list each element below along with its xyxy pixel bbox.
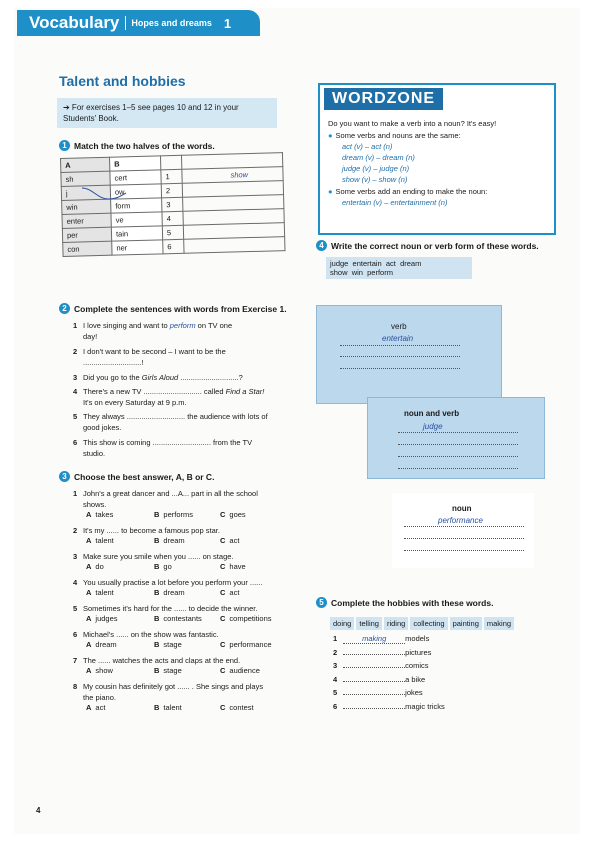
wordzone-box: WORDZONE Do you want to make a verb into a noun? It's easy! ● Some verbs and nouns are the same: act (v) – act (n) dream (v) – dream (n) judge (v) – judge (n) show (v) – show (n) ● Some verbs add an ending to make the noun: entertain (v) – entertainment (n): [318, 83, 556, 235]
table-row: win form 3: [62, 195, 284, 215]
unit-number: 1: [223, 15, 232, 31]
list-item: 2 It's my ...... to become a famous pop star.: [73, 526, 220, 535]
option-a[interactable]: A show: [86, 666, 113, 675]
exercise-number: 1: [59, 140, 70, 151]
answer-field[interactable]: [343, 681, 405, 682]
match-line: [80, 185, 130, 205]
option-a[interactable]: A talent: [86, 536, 114, 545]
section-header: [17, 10, 260, 36]
table-row: con ner 6: [63, 237, 285, 257]
option-c[interactable]: C competitions: [220, 614, 272, 623]
list-item: 5 They always ............................ the audience with lots of: [73, 412, 268, 421]
option-a[interactable]: A judges: [86, 614, 118, 623]
topic-title: Hopes and dreams: [131, 18, 212, 28]
option-b[interactable]: B contestants: [154, 614, 202, 623]
list-item: 8 My cousin has definitely got ...... . She sings and plays: [73, 682, 264, 691]
list-item: 3 Make sure you smile when you ...... on stage.: [73, 552, 234, 561]
answer-field[interactable]: judge: [423, 422, 443, 431]
list-item: 4 a bike: [333, 674, 426, 684]
list-item: 7 The ...... watches the acts and claps at the end.: [73, 656, 241, 665]
table-row: per tain 5: [62, 223, 284, 243]
option-b[interactable]: B performs: [154, 510, 194, 519]
option-a[interactable]: A dream: [86, 640, 117, 649]
column-a-header: A: [61, 157, 110, 172]
option-c[interactable]: C contest: [220, 703, 254, 712]
list-item: 4 You usually practise a lot before you perform your ......: [73, 578, 263, 587]
verb-box: [316, 305, 502, 404]
exercise-5-heading: 5 Complete the hobbies with these words.: [316, 597, 493, 608]
option-b[interactable]: B dream: [154, 536, 185, 545]
table-row: enter ve 4: [62, 209, 284, 229]
list-item: 6 Michael's ...... on the show was fantastic.: [73, 630, 219, 639]
wordzone-title: WORDZONE: [324, 88, 443, 110]
list-item: 1 making models: [333, 634, 430, 643]
answer-field[interactable]: perform: [169, 321, 196, 330]
exercise-2-heading: 2 Complete the sentences with words from Exercise 1.: [59, 303, 287, 314]
bullet-icon: ●: [328, 131, 333, 140]
list-item: 3 Did you go to the Girls Aloud ............................?: [73, 373, 243, 382]
exercise-3-heading: 3 Choose the best answer, A, B or C.: [59, 471, 214, 482]
bullet-icon: ●: [328, 187, 333, 196]
reference-note: ➔ For exercises 1–5 see pages 10 and 12 in your Students' Book.: [57, 98, 277, 128]
option-c[interactable]: C performance: [220, 640, 272, 649]
word-box: doing telling riding collecting painting making: [330, 613, 516, 631]
list-item: 5 Sometimes it's hard for the ...... to decide the winner.: [73, 604, 258, 613]
list-item: 5 jokes: [333, 688, 423, 697]
list-item: 1 John's a great dancer and ...A... part in all the school: [73, 489, 258, 498]
list-item: 2 I don't want to be second – I want to be the: [73, 347, 226, 356]
exercise-instruction: Match the two halves of the words.: [74, 140, 215, 151]
option-b[interactable]: B stage: [154, 640, 182, 649]
list-item: 2 pictures: [333, 647, 432, 657]
exercise-1-heading: [59, 140, 215, 151]
word-box: judge entertain act dream show win perform: [326, 257, 472, 279]
answer-field[interactable]: [343, 694, 405, 695]
exercise-4-heading: 4 Write the correct noun or verb form of these words.: [316, 240, 539, 251]
answer-field[interactable]: [184, 237, 285, 254]
answer-field[interactable]: [343, 708, 405, 709]
list-item: 1 I love singing and want to perform on TV one: [73, 321, 233, 330]
answer-field[interactable]: performance: [438, 516, 483, 525]
answer-field[interactable]: [343, 654, 405, 655]
table-row: sh cert 1 show: [61, 167, 283, 187]
divider: [125, 16, 126, 30]
option-c[interactable]: C act: [220, 588, 240, 597]
list-item: 6 magic tricks: [333, 701, 445, 711]
section-title: Vocabulary: [29, 13, 120, 32]
column-b-header: B: [109, 156, 160, 171]
option-b[interactable]: B stage: [154, 666, 182, 675]
option-c[interactable]: C act: [220, 536, 240, 545]
option-c[interactable]: C goes: [220, 510, 246, 519]
page-number: 4: [36, 806, 41, 815]
option-b[interactable]: B go: [154, 562, 172, 571]
page-title: Talent and hobbies: [59, 73, 186, 89]
option-a[interactable]: A talent: [86, 588, 114, 597]
answer-field[interactable]: entertain: [382, 334, 414, 343]
list-item: 6 This show is coming ............................ from the TV: [73, 438, 253, 447]
list-item: 3 comics: [333, 661, 429, 670]
option-a[interactable]: A do: [86, 562, 104, 571]
table-row: j ow 2: [61, 181, 283, 201]
option-a[interactable]: A takes: [86, 510, 114, 519]
answer-field[interactable]: ............................!: [83, 358, 144, 367]
option-c[interactable]: C have: [220, 562, 246, 571]
option-c[interactable]: C audience: [220, 666, 260, 675]
option-b[interactable]: B dream: [154, 588, 185, 597]
answer-field[interactable]: [343, 667, 405, 668]
option-b[interactable]: B talent: [154, 703, 182, 712]
answer-field[interactable]: making: [343, 634, 405, 644]
option-a[interactable]: A act: [86, 703, 106, 712]
list-item: 4 There's a new TV ............................ called Find a Star!: [73, 387, 265, 396]
answer-field: show: [230, 170, 249, 180]
